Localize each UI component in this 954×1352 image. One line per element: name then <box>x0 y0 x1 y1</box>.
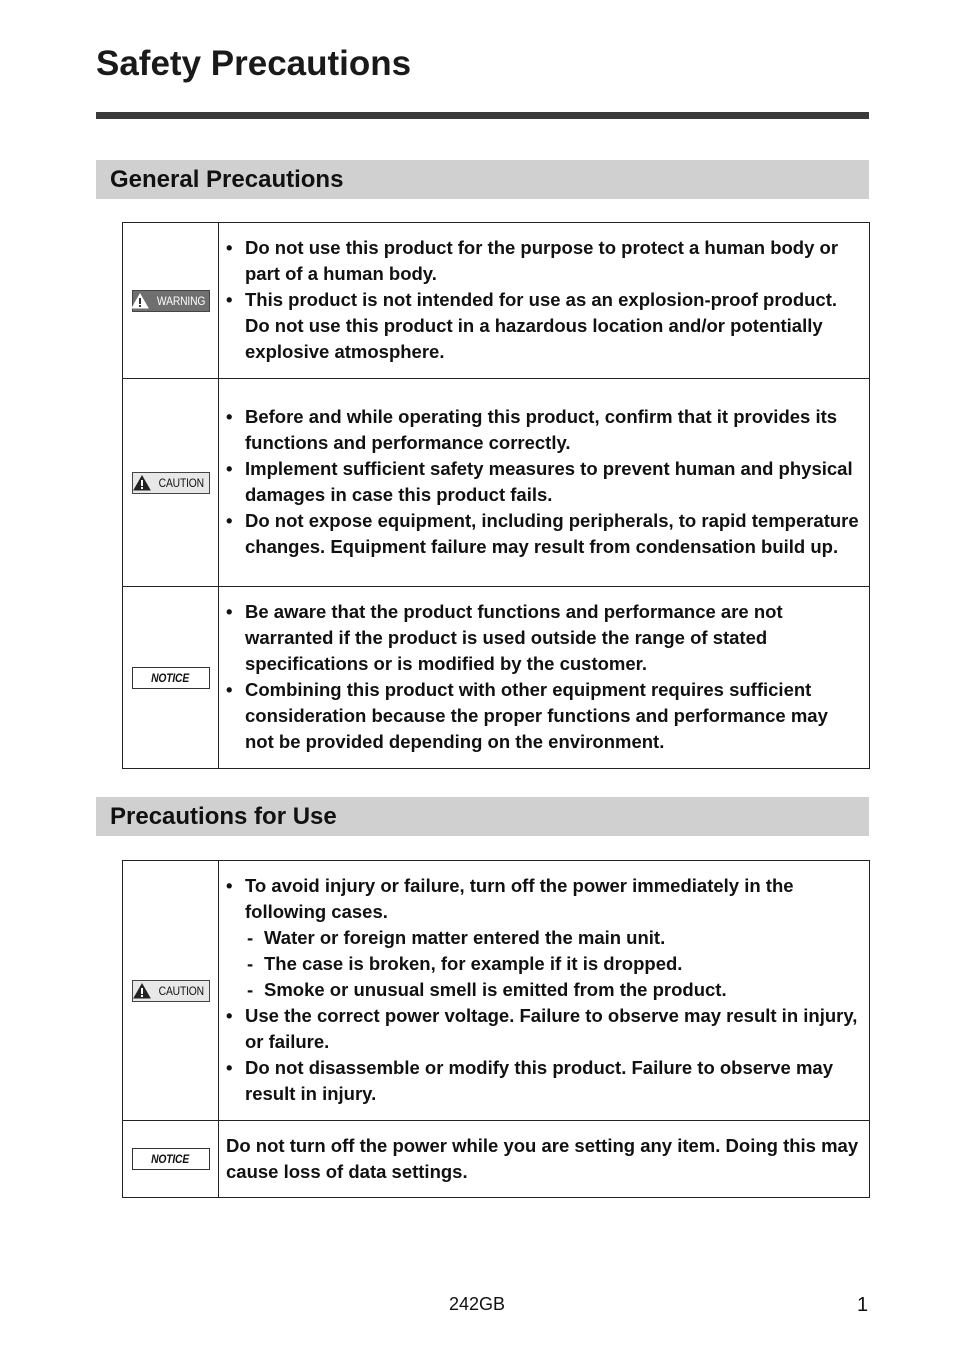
badge-label: NOTICE <box>151 670 190 685</box>
list-item: • Use the correct power voltage. Failure to observe may result in injury, or failure. <box>226 1003 859 1055</box>
warning-triangle-icon <box>133 983 151 999</box>
list-item: • Be aware that the product functions and performance are not warranted if the product is used outside the range of stated specifications or is modified by the customer. <box>226 599 859 677</box>
list-item: • Do not expose equipment, including peripherals, to rapid temperature changes. Equipment failure may result from condensation build up. <box>226 508 859 560</box>
document-code: 242GB <box>448 1294 506 1314</box>
label-cell <box>123 1121 219 1198</box>
label-cell <box>123 379 219 587</box>
badge-label: CAUTION <box>158 983 205 998</box>
list-item: • Do not disassemble or modify this product. Failure to observe may result in injury. <box>226 1055 859 1107</box>
section-heading-general: General Precautions <box>96 160 869 199</box>
text-cell <box>219 379 870 587</box>
list-item: • Before and while operating this product, confirm that it provides its functions and performance correctly. <box>226 404 859 456</box>
text-cell <box>219 223 870 379</box>
warning-triangle-icon <box>133 475 151 491</box>
list-item: • Implement sufficient safety measures to prevent human and physical damages in case this product fails. <box>226 456 859 508</box>
text-cell: Do not turn off the power while you are setting any item. Doing this may cause loss of data settings. <box>219 1121 870 1198</box>
precaution-row-notice <box>123 587 870 769</box>
label-cell <box>123 223 219 379</box>
list-item <box>226 873 859 1003</box>
warning-badge <box>132 290 210 312</box>
sub-list-item: - Smoke or unusual smell is emitted from the product. <box>245 977 859 1003</box>
badge-label: CAUTION <box>158 475 205 490</box>
badge-label: WARNING <box>157 293 206 308</box>
page-title: Safety Precautions <box>96 44 412 83</box>
label-cell <box>123 587 219 769</box>
list-item: • Combining this product with other equipment requires sufficient consideration because the proper functions and performance may not be provided depending on the environment. <box>226 677 859 755</box>
section-heading-use: Precautions for Use <box>96 797 869 836</box>
caution-badge <box>132 472 210 494</box>
notice-badge <box>132 667 210 689</box>
warning-triangle-icon <box>131 293 149 309</box>
precaution-row-warning <box>123 223 870 379</box>
precaution-row-notice <box>123 1121 870 1198</box>
precaution-row-caution <box>123 861 870 1121</box>
general-precautions-table <box>122 222 870 769</box>
caution-badge <box>132 980 210 1002</box>
badge-label: NOTICE <box>151 1152 190 1166</box>
precaution-row-caution <box>123 379 870 587</box>
list-item-text: To avoid injury or failure, turn off the power immediately in the following cases. <box>245 875 794 922</box>
label-cell <box>123 861 219 1121</box>
title-rule <box>96 112 869 119</box>
text-cell <box>219 861 870 1121</box>
notice-badge <box>132 1148 210 1170</box>
list-item: • This product is not intended for use as an explosion-proof product. Do not use this product in a hazardous location and/or potentially explosive atmosphere. <box>226 287 859 365</box>
page-number: 1 <box>857 1294 869 1316</box>
use-precautions-table <box>122 860 870 1198</box>
list-item: • Do not use this product for the purpose to protect a human body or part of a human body. <box>226 235 859 287</box>
sub-list-item: - The case is broken, for example if it is dropped. <box>245 951 859 977</box>
sub-list-item: - Water or foreign matter entered the main unit. <box>245 925 859 951</box>
text-cell <box>219 587 870 769</box>
